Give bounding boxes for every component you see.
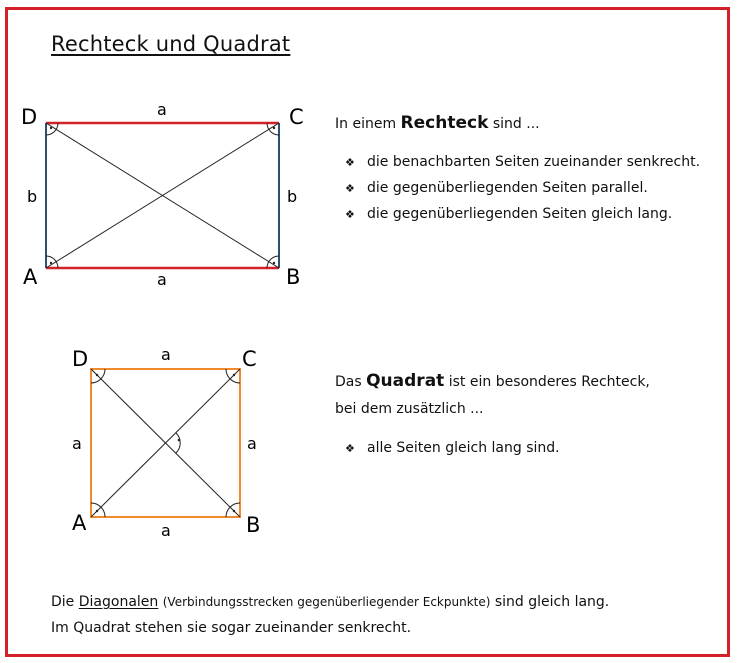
rect-angle-mark-d [46,123,58,135]
square-intro-prefix: Das [335,374,362,390]
rect-vertex-c: C [289,105,304,129]
list-item [345,206,700,232]
footer-line-1 [51,594,609,610]
page-title: Rechteck und Quadrat [51,32,291,56]
rect-side-label-bottom: a [157,270,167,289]
rect-side-label-top: a [157,100,167,119]
rect-vertex-a: A [23,265,38,289]
diamond-bullet-icon: ❖ [345,182,355,195]
diamond-bullet-icon: ❖ [345,208,355,221]
diamond-bullet-icon: ❖ [345,156,355,169]
square-side-label-bottom: a [161,521,171,540]
square-vertex-d: D [72,347,89,371]
square-side-label-right: a [247,434,257,453]
square-properties-list [345,440,560,466]
footer-suffix: sind gleich lang. [494,594,610,610]
rectangle-intro [335,113,540,133]
list-item [345,180,700,206]
square-term: Quadrat [366,371,445,391]
rect-side-label-left: b [27,187,38,206]
rectangle-intro-suffix: sind ... [492,116,540,132]
footer-line-2: Im Quadrat stehen sie sogar zueinander senkrecht. [51,620,412,636]
footer-prefix: Die [51,594,75,610]
square-property-text: alle Seiten gleich lang sind. [367,440,560,456]
rectangle-property-text: die benachbarten Seiten zueinander senkrecht. [367,154,701,170]
rectangle-diagram [21,100,304,289]
diagonals-definition: (Verbindungsstrecken gegenüberliegender Eckpunkte) [162,595,491,609]
square-diagram [72,345,260,540]
square-intro [335,371,650,391]
square-vertex-a: A [72,511,87,535]
square-side-label-top: a [161,345,171,364]
square-vertex-b: B [246,513,261,537]
rect-angle-mark-b [267,256,279,268]
rect-vertex-b: B [286,265,301,289]
rectangle-intro-prefix: In einem [335,116,397,132]
square-intro-suffix: ist ein besonderes Rechteck, [448,374,650,390]
rectangle-property-text: die gegenüberliegenden Seiten gleich lang. [367,206,673,222]
square-intro-line2: bei dem zusätzlich ... [335,401,484,417]
square-vertex-c: C [242,347,257,371]
square-side-label-left: a [72,434,82,453]
rect-side-label-right: b [287,187,298,206]
rect-angle-mark-c [267,123,279,135]
list-item [345,440,560,466]
rectangle-properties-list [345,154,700,232]
rectangle-term: Rechteck [400,113,489,133]
rect-angle-mark-a [46,256,58,268]
square-center-angle-mark [176,433,180,453]
diamond-bullet-icon: ❖ [345,442,355,455]
diagonals-term: Diagonalen [78,594,159,610]
rectangle-property-text: die gegenüberliegenden Seiten parallel. [367,180,648,196]
rect-vertex-d: D [21,105,38,129]
list-item [345,154,700,180]
